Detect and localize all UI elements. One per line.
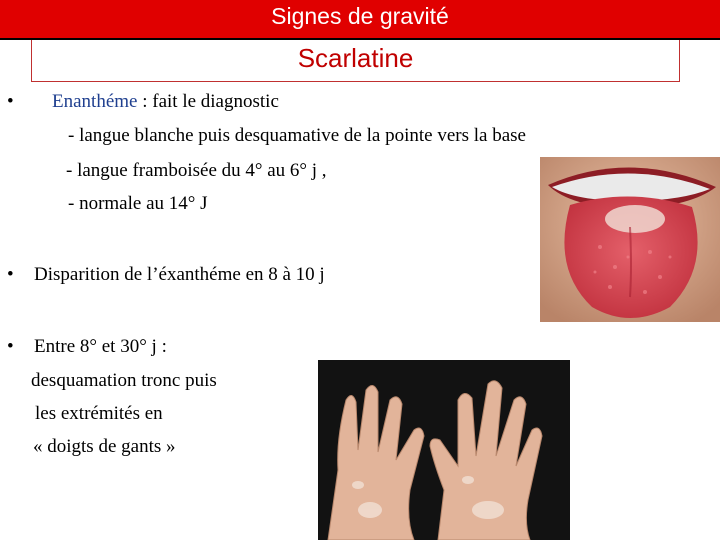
bullet-marker: • [7, 91, 14, 112]
enanthem-item: - langue blanche puis desquamative de la pointe vers la base [68, 125, 526, 146]
page-subtitle: Scarlatine [297, 43, 414, 73]
tongue-photo [540, 157, 720, 322]
enanthem-label: Enanthéme [52, 91, 138, 112]
enanthem-item: - normale au 14° J [68, 193, 208, 214]
page-title: Signes de gravité [271, 3, 449, 29]
title-bar [0, 0, 720, 40]
desquamation-line: Entre 8° et 30° j : [34, 336, 167, 357]
enanthem-item: - langue framboisée du 4° au 6° j , [66, 160, 327, 181]
bullet-marker: • [7, 264, 14, 285]
desquamation-line: les extrémités en [35, 403, 163, 424]
subtitle-box [31, 40, 680, 82]
bullet-marker: • [7, 336, 14, 357]
hands-photo [318, 360, 570, 540]
enanthem-rest: : fait le diagnostic [137, 91, 279, 112]
exanthem-line: Disparition de l’éxanthéme en 8 à 10 j [34, 264, 325, 285]
desquamation-line: desquamation tronc puis [31, 370, 217, 391]
desquamation-line: « doigts de gants » [33, 436, 176, 457]
enanthem-line [52, 91, 279, 113]
